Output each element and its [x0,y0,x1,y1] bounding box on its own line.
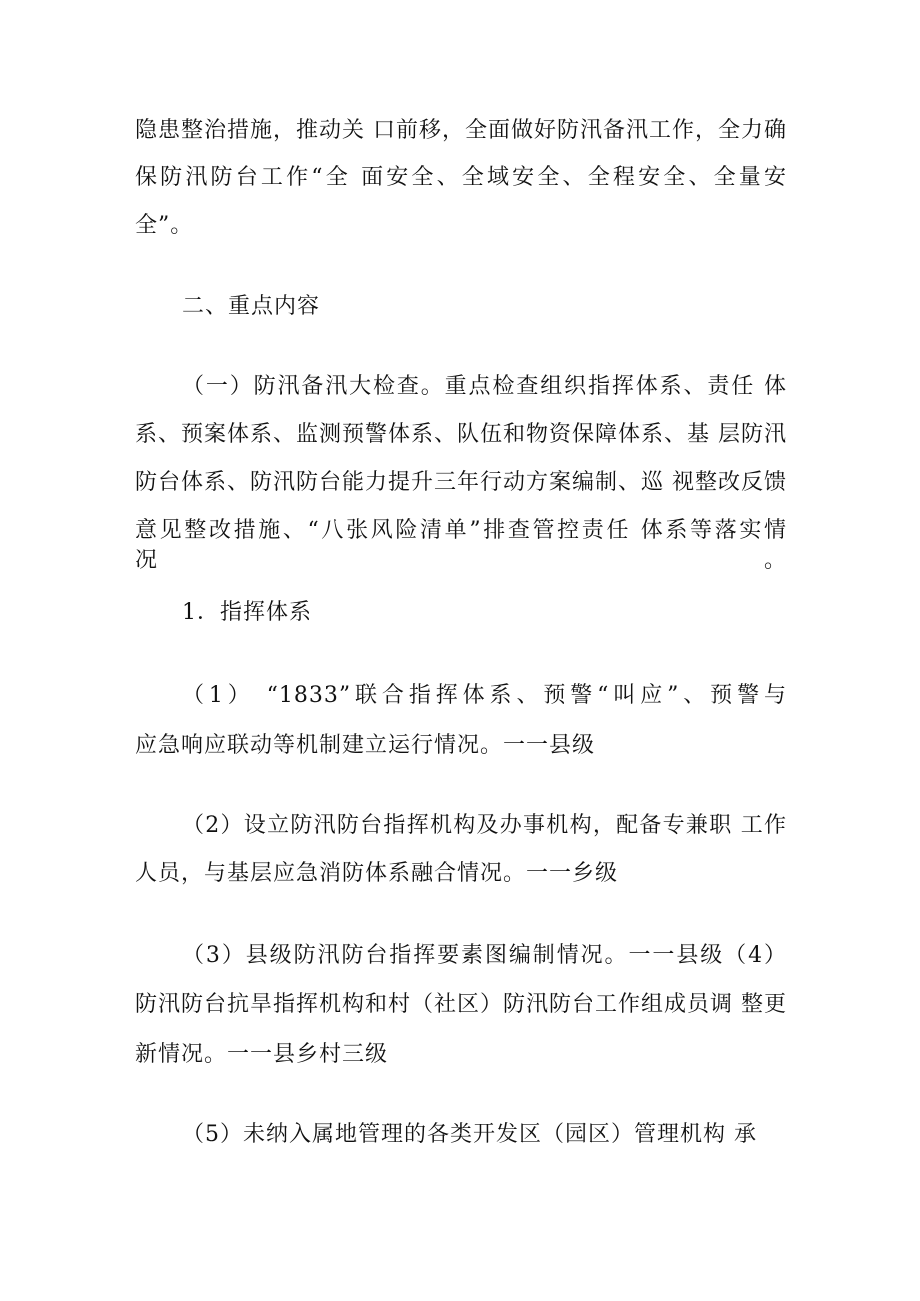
paragraph-line-14: （3）县级防汛防台指挥要素图编制情况。一一县级（4） [182,943,787,968]
paragraph-line-3: 全”。 [135,213,194,238]
paragraph-line-17: （5）未纳入属地管理的各类开发区（园区）管理机构 承 [182,1122,757,1147]
section-heading: 二、重点内容 [182,294,321,319]
paragraph-line-12: （2）设立防汛防台指挥机构及办事机构，配备专兼职 工作 [182,813,787,838]
paragraph-line-16: 新情况。一一县乡村三级 [135,1042,389,1067]
paragraph-line-10: （1） “1833”联合指挥体系、预警“叫应”、预警与 [182,683,787,708]
paragraph-line-11: 应急响应联动等机制建立运行情况。一一县级 [135,733,596,758]
subsection-heading: 1．指挥体系 [182,600,312,625]
paragraph-line-6: 系、预案体系、监测预警体系、队伍和物资保障体系、基 层防汛 [135,422,787,447]
paragraph-line-15: 防汛防台抗旱指挥机构和村（社区）防汛防台工作组成员调 整更 [135,992,787,1017]
paragraph-line-1: 隐患整治措施，推动关 口前移，全面做好防汛备汛工作，全力确 [135,118,787,143]
paragraph-line-7: 防台体系、防汛防台能力提升三年行动方案编制、巡 视整改反馈 [135,470,787,495]
paragraph-line-5: （一）防汛备汛大检查。重点检查组织指挥体系、责任 体 [182,374,787,399]
paragraph-line-8: 意见整改措施、“八张风险清单”排查管控责任 体系等落实情况。 [135,518,787,573]
paragraph-line-13: 人员，与基层应急消防体系融合情况。一一乡级 [135,861,619,886]
paragraph-line-2: 保防汛防台工作“全 面安全、全域安全、全程安全、全量安 [135,165,787,190]
